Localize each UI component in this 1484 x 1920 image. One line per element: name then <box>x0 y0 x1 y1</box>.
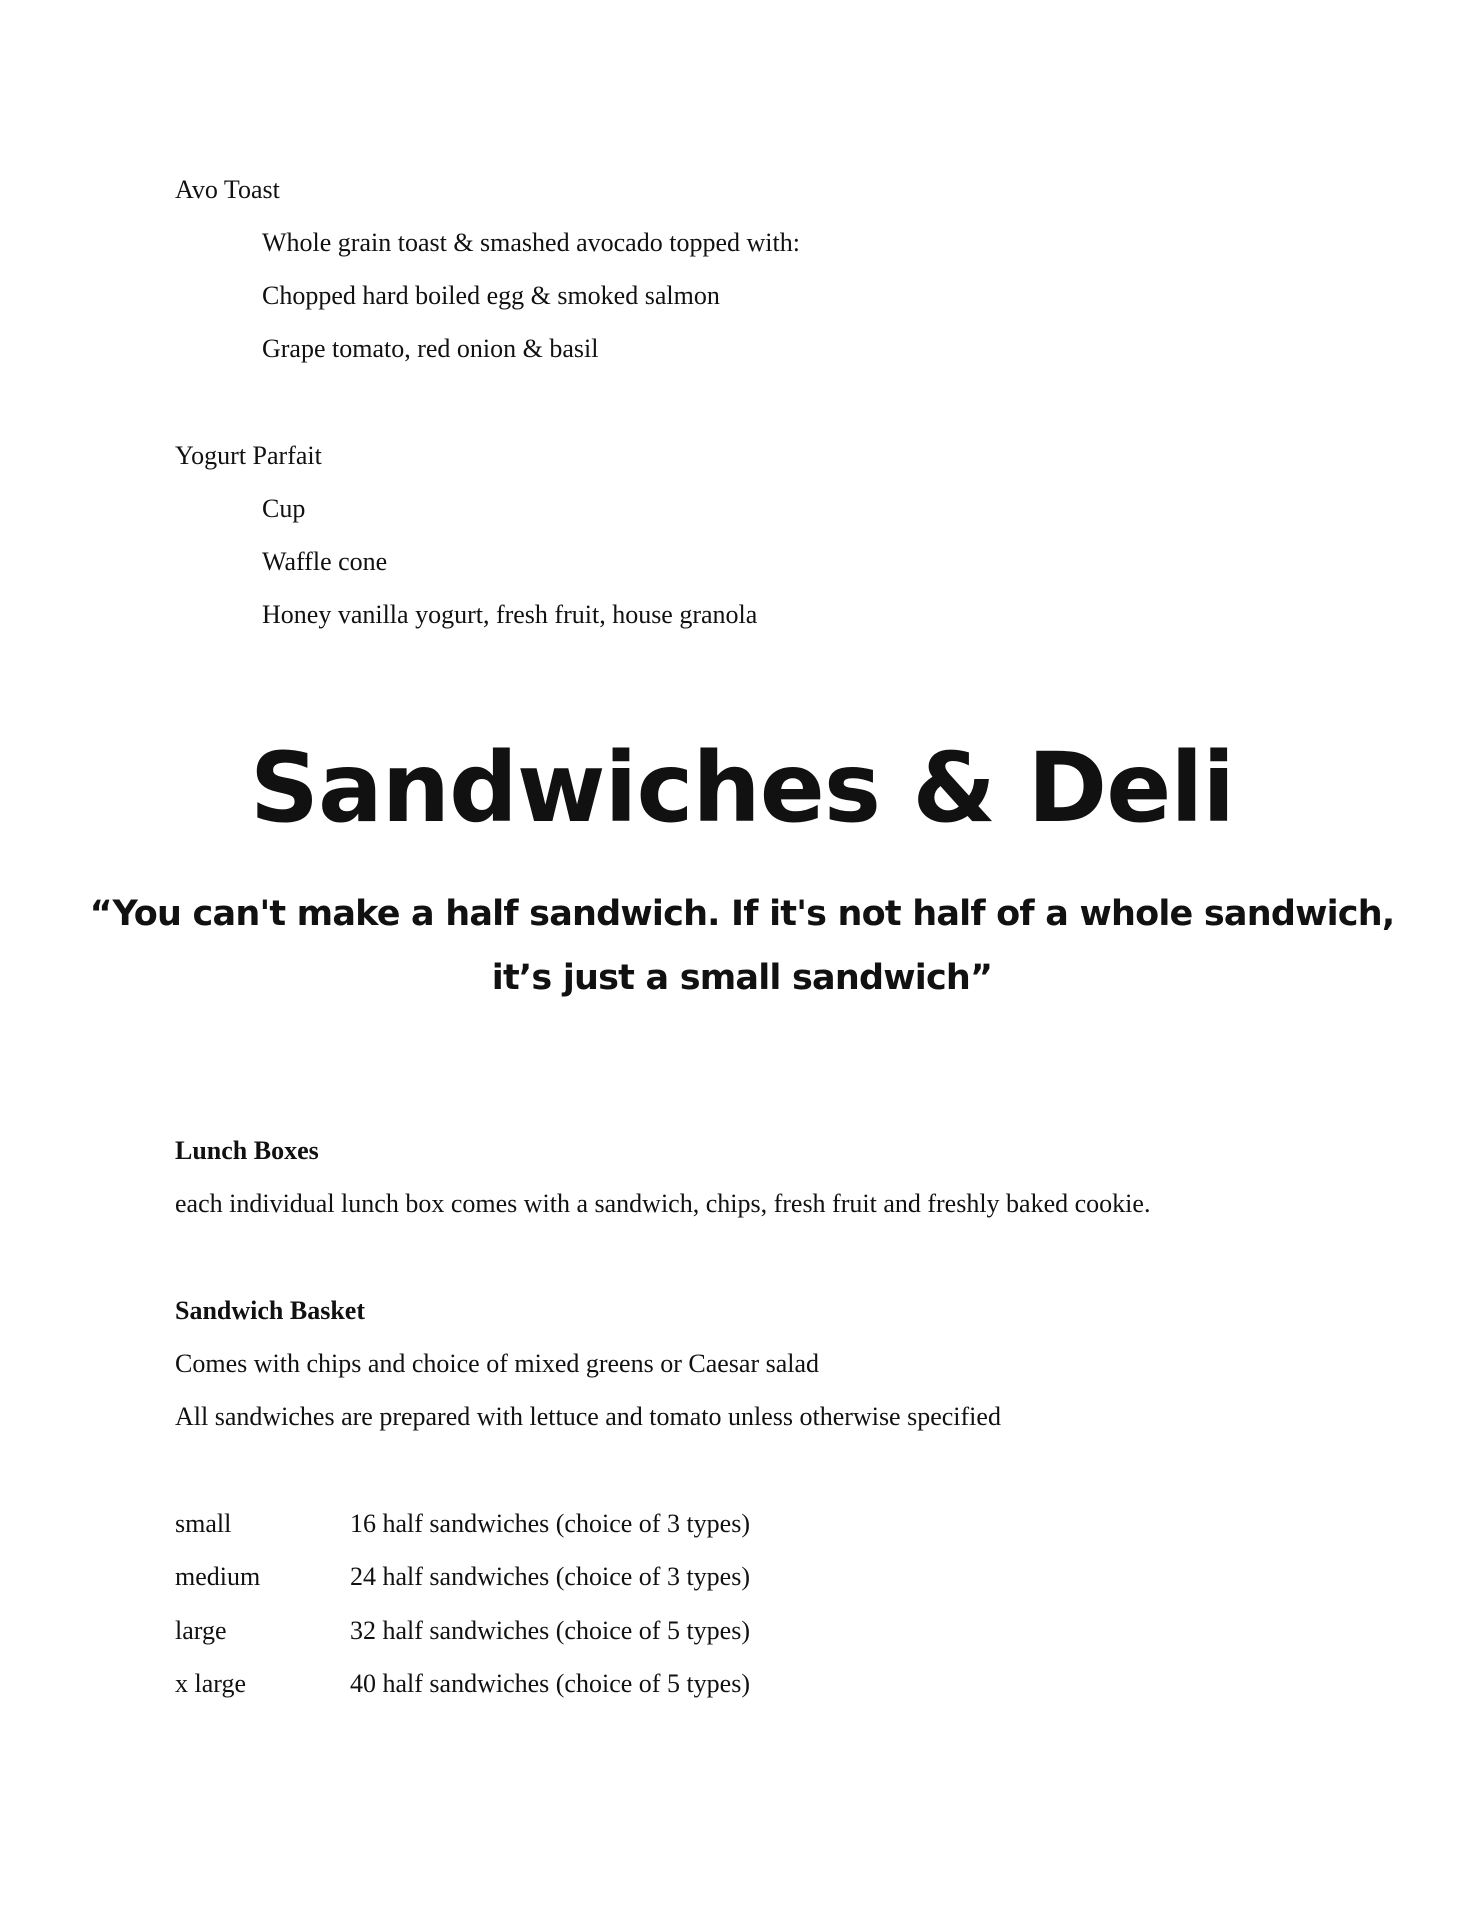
size-label: medium <box>175 1562 261 1591</box>
size-description: 32 half sandwiches (choice of 5 types) <box>350 1616 750 1645</box>
avo-toast-line: Chopped hard boiled egg & smoked salmon <box>262 281 720 310</box>
sandwich-basket-heading: Sandwich Basket <box>175 1296 365 1325</box>
yogurt-parfait-line: Waffle cone <box>262 547 388 576</box>
size-label: large <box>175 1616 227 1645</box>
size-description: 16 half sandwiches (choice of 3 types) <box>350 1509 750 1538</box>
yogurt-parfait-line: Cup <box>262 494 306 523</box>
size-label: small <box>175 1509 232 1538</box>
size-description: 40 half sandwiches (choice of 5 types) <box>350 1669 750 1698</box>
size-description: 24 half sandwiches (choice of 3 types) <box>350 1562 750 1591</box>
lunch-boxes-heading: Lunch Boxes <box>175 1136 319 1165</box>
yogurt-parfait-heading: Yogurt Parfait <box>175 441 322 470</box>
sandwich-basket-line: Comes with chips and choice of mixed greens or Caesar salad <box>175 1349 820 1378</box>
yogurt-parfait-line: Honey vanilla yogurt, fresh fruit, house granola <box>262 600 758 629</box>
lunch-boxes-description: each individual lunch box comes with a sandwich, chips, fresh fruit and freshly baked cookie. <box>175 1189 1151 1218</box>
section-quote-line-2: it’s just a small sandwich” <box>491 958 993 998</box>
avo-toast-line: Whole grain toast & smashed avocado topped with: <box>262 228 800 257</box>
section-title: Sandwiches & Deli <box>249 732 1235 844</box>
section-quote-line-1: “You can't make a half sandwich. If it's not half of a whole sandwich, <box>89 894 1395 934</box>
size-label: x large <box>175 1669 246 1698</box>
avo-toast-heading: Avo Toast <box>175 175 280 204</box>
sandwich-basket-line: All sandwiches are prepared with lettuce and tomato unless otherwise specified <box>175 1402 1001 1431</box>
avo-toast-line: Grape tomato, red onion & basil <box>262 334 599 363</box>
